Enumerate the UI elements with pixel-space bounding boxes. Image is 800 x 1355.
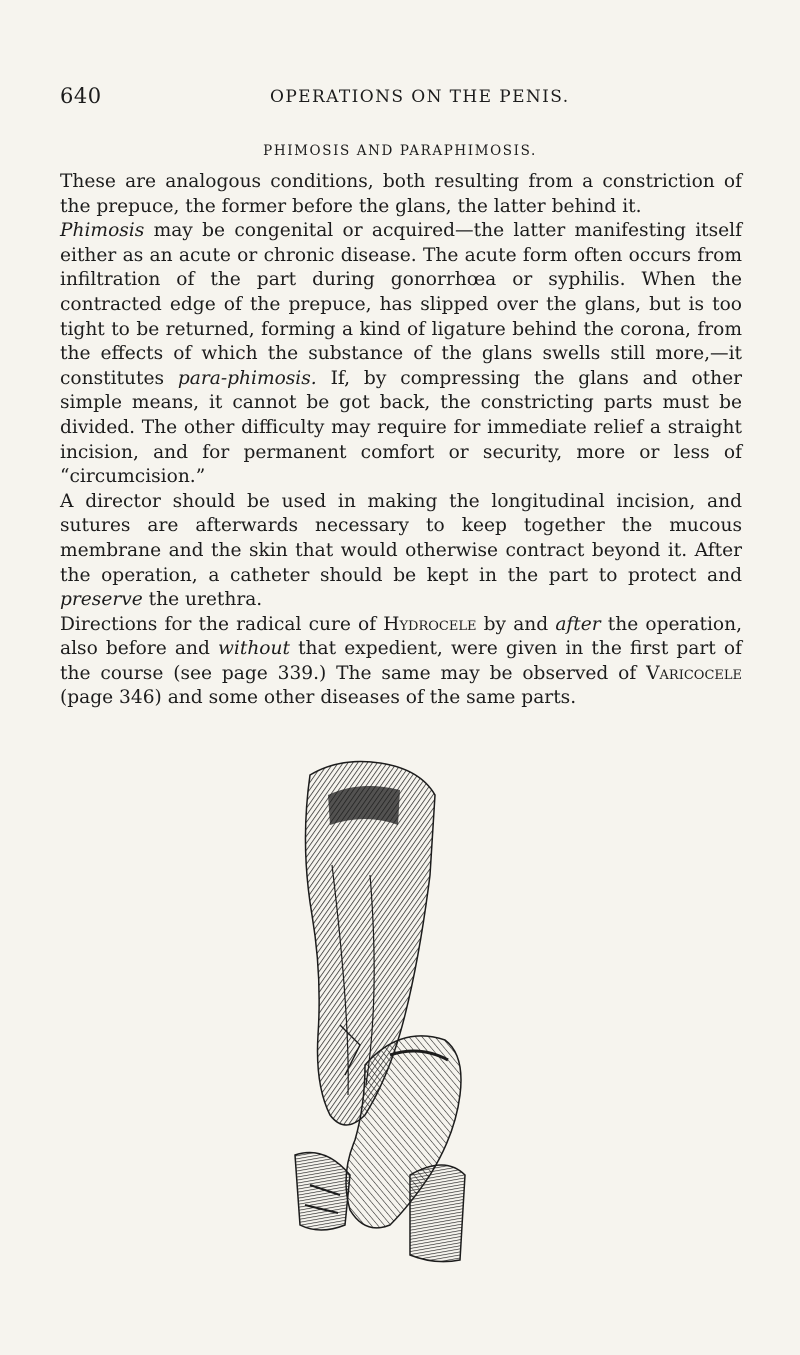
section-title: PHIMOSIS AND PARAPHIMOSIS.	[263, 143, 537, 159]
engraving-hands-operation-icon	[270, 755, 470, 1265]
term-para-phimosis: para-phimosis.	[177, 367, 317, 389]
term-hydrocele: Hydrocele	[383, 613, 477, 635]
paragraph-1	[60, 170, 742, 219]
paragraph-4-text-c: the operation, also before and	[60, 613, 742, 660]
emphasis-after: after	[555, 613, 601, 635]
paragraph-4-text-d: that expedient, were given in the first part of the course (see page 339.) The same may be observed of	[60, 638, 742, 684]
body-text	[60, 170, 742, 711]
paragraph-3-text-b: the urethra.	[142, 589, 263, 611]
paragraph-2-text-b: If, by compressing the glans and other simple means, it cannot be got back, the constricting parts must be divided. The other difficulty may require for immediate relief a straight incision, and for permanent comfort or security, more or less of “circumcision.”	[60, 367, 742, 488]
paragraph-2-text-a: may be congenital or acquired—the latter manifesting itself either as an acute or chronic disease. The acute form often occurs from infiltration of the part during gonorrhœa or syphilis. When the contracted edge of the prepuce, has slipped over the glans, but is too tight to be returned, forming a kind of ligature behind the corona, from the effects of which the substance of the glans swells still more,—it constitutes	[60, 220, 742, 389]
term-phimosis: Phimosis	[60, 220, 145, 242]
running-head: OPERATIONS ON THE PENIS.	[270, 87, 570, 107]
term-varicocele: Varicocele	[646, 662, 742, 684]
emphasis-preserve: preserve	[60, 589, 143, 611]
paragraph-3-text-a: A director should be used in making the longitudinal incision, and sutures are afterwards necessary to keep together the mucous membrane and the skin that would otherwise contract beyond it. After the operation, a catheter should be kept in the part to protect and	[60, 490, 742, 586]
paragraph-4	[60, 613, 742, 711]
paragraph-4-text-a: Directions for the radical cure of	[60, 613, 384, 635]
emphasis-without: without	[218, 638, 290, 660]
paragraph-2	[60, 219, 742, 490]
page-header	[60, 84, 740, 114]
paragraph-4-text-b: by and	[476, 613, 556, 635]
paragraph-1-text: These are analogous conditions, both resulting from a constriction of the prepuce, the former before the glans, the latter behind it.	[60, 171, 742, 217]
page-number: 640	[60, 84, 102, 108]
paragraph-3	[60, 490, 742, 613]
paragraph-4-text-e: (page 346) and some other diseases of the same parts.	[60, 687, 577, 709]
